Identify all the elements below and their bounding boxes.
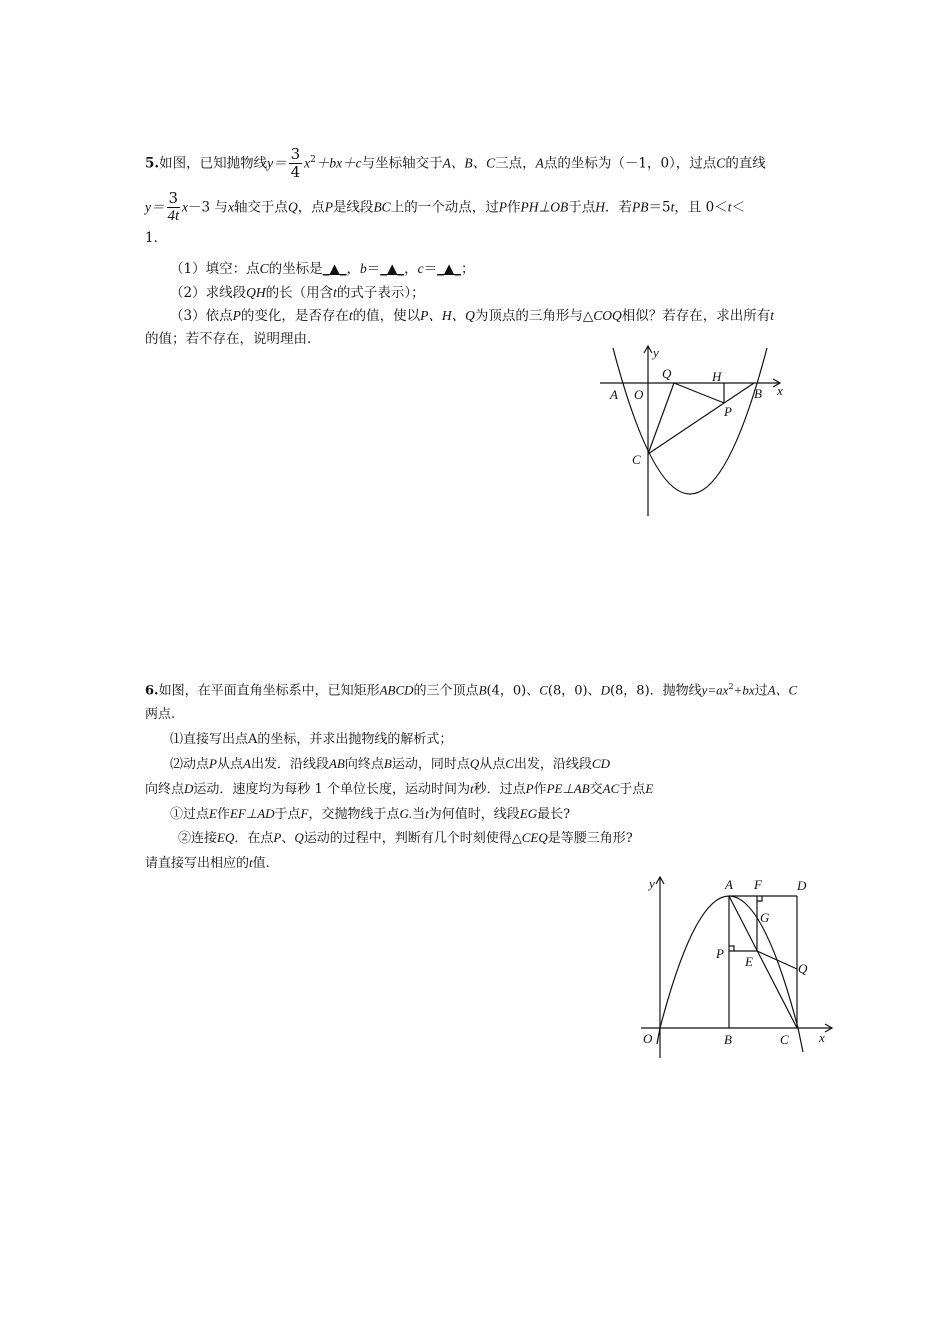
p6-text: 作 — [533, 782, 547, 797]
p6-text: ABCD — [379, 682, 414, 698]
p5-text: P — [498, 199, 507, 215]
p6-text: CD — [591, 756, 610, 771]
label-O: O — [634, 387, 644, 402]
p6-subquestion-1 — [170, 807, 570, 821]
p6-text: C — [505, 756, 514, 771]
p5-text: 的坐标是 — [268, 261, 323, 277]
p6-text: 为何值时，线段 — [428, 807, 520, 822]
p5-text: c — [417, 261, 424, 276]
p5-text: y＝ — [145, 199, 165, 215]
label-C: C — [632, 452, 641, 467]
p5-text: PB — [631, 199, 649, 215]
label-B: B — [724, 1032, 732, 1047]
label-E: E — [745, 954, 753, 969]
p6-line-2: 两点. — [145, 707, 176, 722]
p6-text: 请直接写出相应的 — [145, 856, 250, 871]
p5-text: x — [182, 199, 189, 215]
label-Q: Q — [662, 366, 672, 381]
p5-text: t — [348, 308, 353, 323]
p5-text: （2）求线段 — [170, 285, 247, 301]
p5-text: ＝ — [366, 261, 381, 277]
p6-text: AB — [328, 756, 345, 771]
p6-text: 最长? — [537, 807, 571, 822]
p6-text: 过 — [754, 683, 768, 699]
p5-text: A — [535, 155, 544, 171]
label-P: P — [724, 404, 732, 419]
p6-text: G. — [399, 806, 413, 821]
p6-text: AC — [602, 781, 620, 796]
right-angle-mark-P — [729, 946, 734, 951]
frac-den: 4t — [167, 208, 180, 225]
p5-text: ， — [404, 261, 418, 277]
p6-text: 作 — [216, 807, 230, 822]
p6-subquestion-2 — [178, 831, 633, 845]
p6-text: Q — [294, 830, 304, 845]
parabola-tail — [798, 1028, 803, 1052]
p5-text: ＝ — [423, 261, 438, 277]
p6-text: CEQ — [521, 830, 548, 845]
p5-text: 的直线 — [725, 155, 766, 172]
frac-den: 4 — [290, 163, 301, 182]
p6-last-line — [145, 856, 270, 870]
frac-num: 3 — [168, 189, 179, 207]
p5-text: QH — [246, 285, 266, 300]
p6-text: 运动，同时点 — [391, 757, 470, 772]
p6-text: A、C — [767, 682, 798, 698]
p6-text: EQ — [217, 830, 235, 845]
p5-text: 与坐标轴交于 — [361, 155, 443, 172]
p5-question-3-cont: 的值；若不存在，说明理由． — [145, 331, 321, 347]
p6-text: E — [645, 781, 654, 796]
p5-text: t — [670, 199, 675, 215]
p5-text: ＝5 — [648, 199, 671, 216]
p5-question-1 — [170, 262, 475, 277]
p6-text: 向终点 — [344, 757, 384, 772]
p6-text: ①过点 — [170, 807, 210, 822]
p6-text: 出发．沿线段 — [250, 757, 329, 772]
p6-text: B — [478, 682, 487, 698]
p6-text: 的三个顶点 — [413, 683, 479, 699]
p5-text: 的变化，是否存在 — [240, 308, 349, 324]
segment-EQ — [757, 951, 797, 969]
answer-blank: _▲_ — [437, 261, 462, 277]
p5-text: x — [304, 155, 311, 171]
label-y: y — [653, 345, 659, 360]
p6-text: 出发，沿线段 — [513, 757, 592, 772]
p5-text: P — [232, 308, 241, 323]
p6-text: B — [383, 756, 392, 771]
p6-text: P — [209, 756, 217, 771]
p6-text: ，交抛物线于点 — [308, 807, 400, 822]
segment-CQ — [648, 383, 674, 454]
segment-QP — [674, 383, 724, 403]
p5-text: ，且 0＜ — [674, 199, 728, 216]
p5-text: H — [595, 199, 605, 215]
p5-text: 相似？若存在，求出所有 — [621, 308, 771, 324]
p5-text: A、B、C — [442, 155, 496, 171]
p5-line-2 — [145, 190, 745, 226]
p6-text: 秒．过点 — [473, 782, 526, 797]
p5-text: ＋bx＋c — [315, 155, 362, 171]
p6-text: 是等腰三角形? — [547, 831, 633, 846]
p5-text: ； — [461, 261, 475, 277]
p6-text: D — [184, 781, 194, 796]
label-x: x — [819, 1030, 825, 1045]
p6-text: y=ax — [701, 682, 729, 698]
p5-text: 是线段 — [332, 199, 374, 216]
parabola-curve — [613, 348, 767, 494]
p6-text: F — [300, 806, 309, 821]
p6-question-2 — [170, 757, 610, 771]
p6-text: ②连接 — [178, 831, 218, 846]
p5-text: ，点 — [297, 199, 325, 216]
p5-text: t — [727, 199, 732, 215]
p6-text: (8，0)、 — [547, 683, 601, 699]
p6-sup: 2 — [728, 682, 734, 691]
label-C: C — [780, 1032, 789, 1047]
p5-text: ．若 — [604, 199, 632, 216]
p5-text: 作 — [506, 199, 521, 216]
p6-text: ．在点 — [234, 831, 274, 846]
p6-text: t — [469, 781, 474, 796]
p6-text: 当 — [412, 807, 426, 822]
p6-text: EF⊥AD — [229, 806, 275, 821]
p6-number: 6. — [145, 683, 159, 699]
p5-text: 于点 — [568, 199, 596, 216]
p5-text: BC — [373, 199, 391, 215]
p5-question-2 — [170, 286, 425, 301]
label-Q: Q — [798, 961, 808, 976]
p5-text: （1）填空：点 — [170, 261, 260, 277]
p5-text: 的长（用含 — [265, 285, 334, 301]
p5-text: ， — [346, 261, 360, 277]
p5-text: 三点， — [495, 155, 536, 172]
p6-text: 值. — [252, 856, 270, 871]
label-A: A — [725, 877, 733, 892]
label-G: G — [760, 910, 770, 925]
p6-text: 从点 — [216, 757, 243, 772]
p6-text: t — [425, 806, 429, 821]
p5-text: y＝ — [267, 155, 287, 171]
p5-text: x — [227, 199, 234, 215]
p6-text: EG — [519, 806, 538, 821]
p6-text: (8，8)．抛物线 — [609, 683, 702, 699]
p6-text: P — [525, 781, 534, 796]
p5-text: C — [259, 261, 269, 276]
p6-text: 、 — [281, 831, 295, 846]
right-angle-mark-F — [757, 896, 762, 901]
p5-text: 如图，已知抛物线 — [159, 155, 268, 172]
p5-fraction-1 — [289, 146, 303, 182]
p6-text: P — [273, 830, 282, 845]
p6-text: Q — [469, 756, 480, 771]
label-x: x — [777, 383, 783, 398]
p6-text: (4，0)、 — [486, 683, 540, 699]
label-H: H — [712, 369, 722, 384]
p6-text: 运动．速度均为每秒 1 个单位长度，运动时间为 — [193, 782, 470, 797]
p5-text: （3）依点 — [170, 308, 233, 324]
p6-text: 如图，在平面直角坐标系中，已知矩形 — [158, 683, 380, 699]
label-P: P — [716, 946, 724, 961]
p6-text: 于点 — [619, 782, 646, 797]
p6-text: PE⊥AB — [546, 781, 590, 796]
frac-num: 3 — [290, 145, 301, 163]
p5-number: 5. — [145, 155, 160, 172]
p6-text: 从点 — [479, 757, 506, 772]
p6-question-2-cont — [145, 782, 653, 796]
p5-text: 上的一个动点，过 — [390, 199, 499, 216]
p5-text: t — [770, 308, 775, 323]
p6-text: D — [600, 682, 610, 698]
p6-text: 于点 — [274, 807, 301, 822]
label-y: y — [649, 876, 655, 891]
p5-text: －3 与 — [188, 199, 228, 216]
p6-text: 运动的过程中，判断有几个时刻使得△ — [303, 831, 522, 846]
p5-text: Q — [287, 199, 298, 215]
p6-text: 向终点 — [145, 782, 185, 797]
p5-text: 的值，使以 — [352, 308, 421, 324]
p5-text: 的式子表示）； — [336, 285, 425, 301]
p5-line-3: 1． — [145, 230, 168, 246]
p6-text: C — [539, 682, 548, 698]
label-D: D — [797, 878, 807, 893]
p6-text: ⑵动点 — [170, 757, 210, 772]
p5-text: PH⊥OB — [520, 199, 569, 215]
p6-figure — [635, 872, 840, 1062]
answer-blank: _▲_ — [322, 261, 347, 277]
p5-text: 为顶点的三角形与△ — [474, 308, 594, 324]
p6-text: t — [249, 855, 253, 870]
p5-text: P、H、Q — [420, 308, 475, 323]
p5-text: COQ — [593, 308, 622, 323]
p6-line-1 — [145, 683, 797, 697]
p5-question-3 — [170, 309, 774, 324]
p6-text: A — [242, 756, 251, 771]
p5-line-1 — [145, 146, 766, 182]
answer-blank: _▲_ — [380, 261, 405, 277]
p5-text: b — [360, 261, 367, 276]
p6-text: +bx — [733, 682, 755, 698]
label-F: F — [754, 877, 762, 892]
p5-fraction-2 — [167, 190, 181, 226]
label-B: B — [754, 386, 762, 401]
label-A: A — [610, 387, 618, 402]
p5-text: ＜ — [731, 199, 745, 216]
p6-text: E — [209, 806, 217, 821]
label-O: O — [643, 1031, 653, 1046]
p6-question-1: ⑴直接写出点A的坐标，并求出抛物线的解析式； — [170, 732, 453, 747]
p5-sup: 2 — [310, 154, 316, 165]
p5-text: P — [324, 199, 333, 215]
p6-text: 交 — [589, 782, 603, 797]
p5-text: C — [716, 155, 726, 171]
p5-text: t — [333, 285, 337, 300]
p5-text: 点的坐标为（－1，0），过点 — [543, 155, 717, 172]
p5-text: 轴交于点 — [233, 199, 288, 216]
p5-figure — [590, 340, 800, 525]
